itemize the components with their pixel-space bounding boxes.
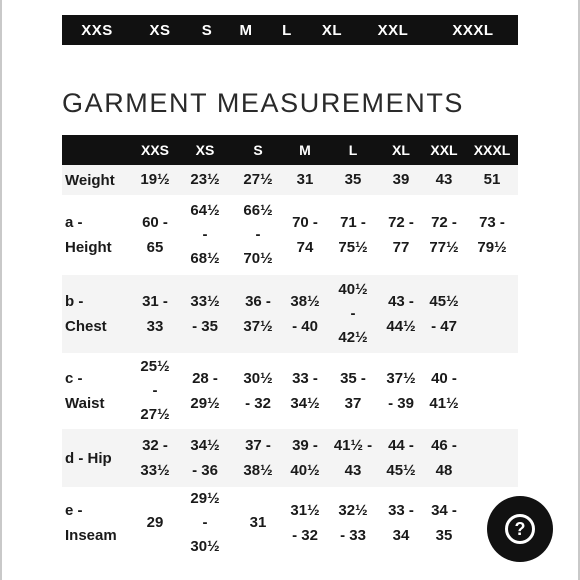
cell-line: 73 -	[479, 214, 505, 231]
cell-line: 37½	[386, 370, 416, 387]
table-row	[62, 195, 518, 275]
table-cell	[388, 498, 414, 548]
table-cell	[290, 433, 319, 483]
help-button[interactable]	[487, 496, 553, 562]
cell-line: - 39	[388, 395, 414, 412]
table-cell	[429, 289, 458, 339]
table-cell	[386, 433, 415, 483]
cell-line: 34	[392, 527, 410, 544]
table-cell	[190, 289, 219, 339]
cell-line: 65	[146, 239, 164, 256]
cell-line: 34½	[190, 437, 220, 454]
cell-line: 60 -	[142, 214, 168, 231]
row-label	[65, 289, 107, 339]
row-label-line: a -	[65, 214, 83, 231]
cell-line: 33½	[190, 293, 220, 310]
row-label	[65, 446, 112, 471]
cell-line: 70½	[243, 250, 273, 267]
table-cell	[290, 366, 319, 416]
size-tab-s[interactable]: S	[201, 22, 213, 39]
table-cell	[243, 433, 272, 483]
cell-line: -	[255, 226, 261, 243]
cell-line: 71 -	[340, 214, 366, 231]
table-cell	[140, 433, 169, 483]
column-header-m: M	[299, 142, 311, 158]
cell-line: 33 -	[292, 370, 318, 387]
question-icon: ?	[505, 514, 535, 544]
cell-line: 29½	[190, 395, 220, 412]
left-border	[0, 0, 2, 580]
cell-line: 30½	[243, 370, 273, 387]
cell-line: 39 -	[292, 437, 318, 454]
cell-line: 79½	[477, 239, 507, 256]
cell-line: 37½	[243, 318, 273, 335]
table-cell	[190, 170, 219, 190]
cell-line: 70 -	[292, 214, 318, 231]
cell-line: - 35	[192, 318, 218, 335]
cell-line: 35	[344, 171, 362, 188]
table-cell	[140, 170, 169, 190]
cell-line: 77½	[429, 239, 459, 256]
cell-line: 68½	[190, 250, 220, 267]
cell-line: 32½	[338, 502, 368, 519]
cell-line: -	[350, 305, 356, 322]
cell-line: 29	[146, 514, 164, 531]
column-header-xs: XS	[195, 142, 215, 158]
table-cell	[190, 366, 219, 416]
cell-line: 72 -	[388, 214, 414, 231]
cell-line: 39	[392, 171, 410, 188]
table-cell	[243, 170, 272, 190]
cell-line: 31½	[290, 502, 320, 519]
table-cell	[477, 210, 506, 260]
table-cell	[190, 433, 219, 483]
column-header-xl: XL	[392, 142, 410, 158]
table-cell	[345, 170, 362, 190]
cell-line: 45½	[429, 293, 459, 310]
row-label-line: Weight	[65, 171, 115, 189]
cell-line: 25½	[140, 358, 170, 375]
cell-line: 31	[296, 171, 314, 188]
cell-line: 40½	[338, 281, 368, 298]
cell-line: - 40	[292, 318, 318, 335]
cell-line: 35	[435, 527, 453, 544]
cell-line: 34 -	[431, 502, 457, 519]
table-row	[62, 275, 518, 353]
row-label-line: Inseam	[65, 527, 117, 544]
row-label-line: d - Hip	[65, 449, 112, 467]
column-header-xxxl: XXXL	[473, 142, 511, 158]
cell-line: 77	[392, 239, 410, 256]
cell-line: 23½	[190, 171, 220, 188]
table-cell	[388, 210, 414, 260]
cell-line: 44 -	[388, 437, 414, 454]
cell-line: - 36	[192, 462, 218, 479]
size-tab-xs[interactable]: XS	[149, 22, 171, 39]
row-label-line: e -	[65, 502, 83, 519]
table-cell	[386, 366, 415, 416]
cell-line: 38½	[243, 462, 273, 479]
cell-line: 72 -	[431, 214, 457, 231]
cell-line: - 33	[340, 527, 366, 544]
cell-line: 41½ -	[333, 437, 373, 454]
column-header-l: L	[348, 142, 358, 158]
cell-line: 42½	[338, 329, 368, 346]
table-row	[62, 165, 518, 195]
table-cell	[190, 199, 219, 271]
cell-line: 32 -	[142, 437, 168, 454]
cell-line: 37 -	[245, 437, 271, 454]
cell-line: -	[202, 226, 208, 243]
table-header	[62, 135, 518, 165]
table-cell	[140, 355, 169, 427]
cell-line: 40 -	[431, 370, 457, 387]
table-cell	[243, 366, 272, 416]
row-label	[65, 498, 117, 548]
row-label	[65, 210, 112, 260]
table-cell	[484, 170, 501, 190]
column-header-xxs: XXS	[140, 142, 170, 158]
table-cell	[290, 498, 319, 548]
cell-line: 51	[483, 171, 501, 188]
cell-line: 28 -	[192, 370, 218, 387]
table-cell	[142, 210, 168, 260]
cell-line: 45½	[386, 462, 416, 479]
table-cell	[334, 433, 372, 483]
size-tab-xxl[interactable]: XXL	[377, 22, 409, 39]
cell-line: 75½	[338, 239, 368, 256]
cell-line: 44½	[386, 318, 416, 335]
cell-line: 29½	[190, 490, 220, 507]
page-title: GARMENT MEASUREMENTS	[62, 88, 465, 118]
cell-line: 37	[344, 395, 362, 412]
cell-line: - 47	[431, 318, 457, 335]
cell-line: 33	[146, 318, 164, 335]
size-tab-xxxl[interactable]: XXXL	[452, 22, 494, 39]
row-label-line: b -	[65, 293, 84, 310]
table-cell	[429, 366, 458, 416]
cell-line: 33½	[140, 462, 170, 479]
row-label-line: Chest	[65, 318, 107, 335]
table-cell	[142, 289, 168, 339]
cell-line: 40½	[290, 462, 320, 479]
column-header-xxl: XXL	[430, 142, 458, 158]
table-cell	[340, 366, 366, 416]
cell-line: 35 -	[340, 370, 366, 387]
table-row	[62, 429, 518, 487]
table-row	[62, 487, 518, 559]
table-cell	[190, 487, 219, 559]
column-header-s: S	[253, 142, 263, 158]
row-label-line: Waist	[65, 395, 105, 412]
cell-line: 74	[296, 239, 314, 256]
cell-line: 41½	[429, 395, 459, 412]
cell-line: 43 -	[388, 293, 414, 310]
cell-line: 33 -	[388, 502, 414, 519]
row-label-line: Height	[65, 239, 112, 256]
cell-line: 64½	[190, 202, 220, 219]
size-tab-xxs[interactable]: XXS	[81, 22, 113, 39]
size-tab-l[interactable]: L	[282, 22, 292, 39]
table-row	[62, 353, 518, 429]
size-tab-m[interactable]: M	[239, 22, 253, 39]
cell-line: 34½	[290, 395, 320, 412]
table-cell	[250, 513, 267, 533]
row-label	[65, 366, 104, 416]
table-cell	[290, 289, 319, 339]
cell-line: - 32	[245, 395, 271, 412]
table-cell	[431, 433, 457, 483]
cell-line: 46 -	[431, 437, 457, 454]
cell-line: 43	[344, 462, 362, 479]
table-cell	[431, 498, 457, 548]
cell-line: -	[152, 382, 158, 399]
table-cell	[338, 278, 367, 350]
table-cell	[297, 170, 314, 190]
row-label	[65, 168, 115, 193]
row-label-line: c -	[65, 370, 83, 387]
cell-line: - 32	[292, 527, 318, 544]
table-cell	[393, 170, 410, 190]
table-cell	[338, 210, 367, 260]
cell-line: 66½	[243, 202, 273, 219]
table-cell	[436, 170, 453, 190]
table-cell	[386, 289, 415, 339]
cell-line: 31	[249, 514, 267, 531]
size-tab-xl[interactable]: XL	[321, 22, 343, 39]
size-selector-bar	[62, 15, 518, 45]
cell-line: 36 -	[245, 293, 271, 310]
table-cell	[147, 513, 164, 533]
table-cell	[429, 210, 458, 260]
cell-line: 19½	[140, 171, 170, 188]
table-cell	[292, 210, 318, 260]
cell-line: 27½	[140, 406, 170, 423]
table-cell	[243, 199, 272, 271]
cell-line: 31 -	[142, 293, 168, 310]
cell-line: -	[202, 514, 208, 531]
cell-line: 43	[435, 171, 453, 188]
table-cell	[243, 289, 272, 339]
cell-line: 48	[435, 462, 453, 479]
table-cell	[338, 498, 367, 548]
cell-line: 27½	[243, 171, 273, 188]
cell-line: 38½	[290, 293, 320, 310]
cell-line: 30½	[190, 538, 220, 555]
